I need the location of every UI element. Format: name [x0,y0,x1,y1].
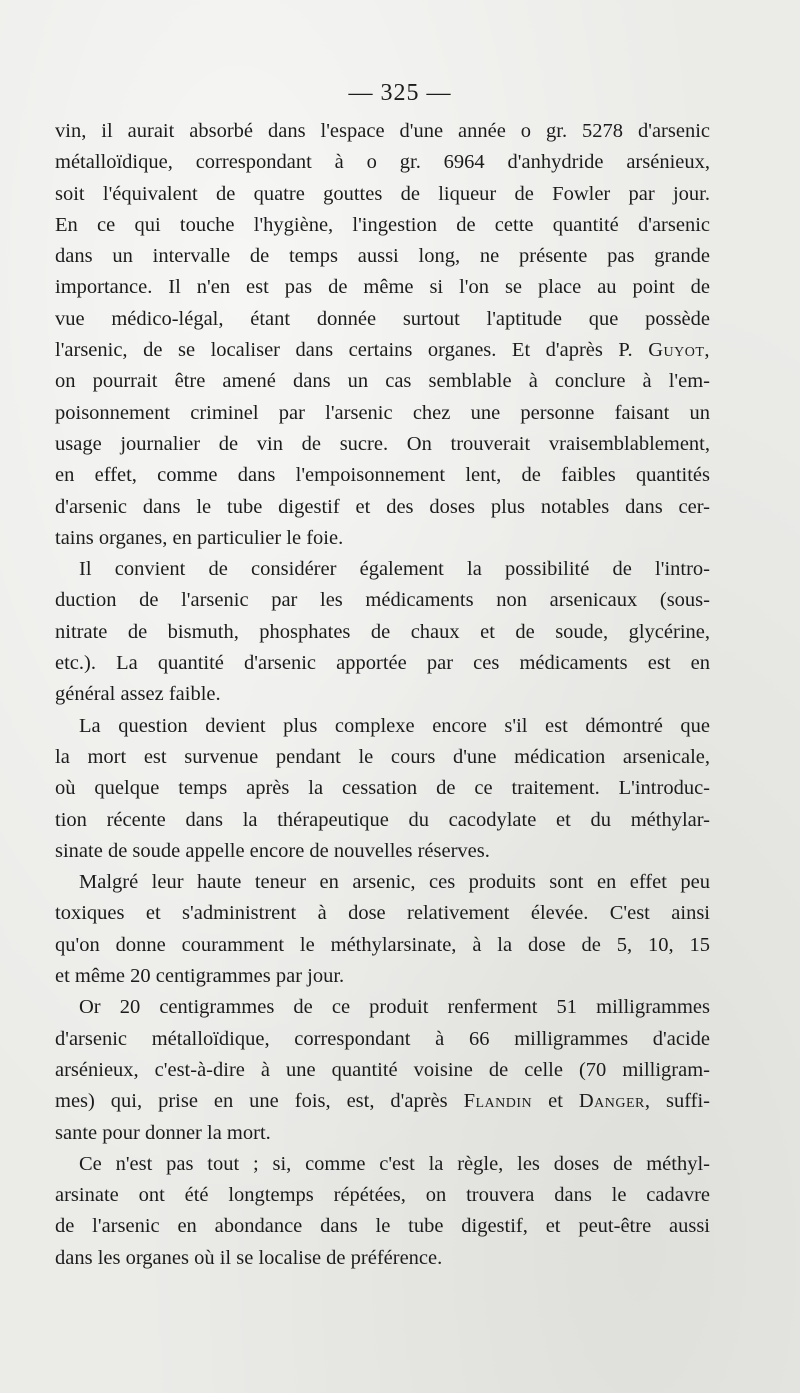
text-segment: mes) qui, prise en une fois, est, d'après [55,1090,464,1113]
paragraph [55,554,710,710]
paragraph [55,867,710,992]
text-line: dans les organes où il se localise de préférence. [55,1246,443,1269]
text-segment: l'arsenic, de se localiser dans certains organes. Et d'après P. [55,339,649,362]
author-name: Guyot, [648,339,710,362]
paragraph [55,116,710,554]
text-line: de l'arsenic en abondance dans le tube digestif, et peut-être aussi [55,1215,710,1238]
text-line: sinate de soude appelle encore de nouvelles réserves. [55,839,490,862]
text-line: La question devient plus complexe encore s'il est démontré que [79,714,710,737]
text-line: toxiques et s'administrent à dose relativement élevée. C'est ainsi [55,902,710,925]
text-line: En ce qui touche l'hygiène, l'ingestion de cette quantité d'arsenic [55,213,710,236]
text-line: vin, il aurait absorbé dans l'espace d'une année o gr. 5278 d'arsenic [55,120,710,142]
text-line: Or 20 centigrammes de ce produit renferment 51 milligrammes [79,996,710,1019]
text-line: la mort est survenue pendant le cours d'une médication arsenicale, [55,745,710,768]
text-line: métalloïdique, correspondant à o gr. 6964 d'anhydride arsénieux, [55,151,710,174]
text-line: tains organes, en particulier le foie. [55,526,344,549]
text-line: qu'on donne couramment le méthylarsinate, à la dose de 5, 10, 15 [55,933,710,956]
text-line: Il convient de considérer également la possibilité de l'intro- [79,558,710,581]
paragraph [55,711,710,867]
text-line: poisonnement criminel par l'arsenic chez une personne faisant un [55,401,710,424]
text-line [55,335,710,366]
text-line: tion récente dans la thérapeutique du cacodylate et du méthylar- [55,808,710,831]
text-line: etc.). La quantité d'arsenic apportée par ces médicaments est en [55,652,710,675]
text-line: et même 20 centigrammes par jour. [55,965,345,988]
author-name: Flandin [463,1090,533,1113]
paragraph [55,1149,710,1274]
text-segment: et [532,1090,579,1113]
text-line: d'arsenic métalloïdique, correspondant à 66 milligrammes d'acide [55,1027,710,1050]
text-line: Malgré leur haute teneur en arsenic, ces produits sont en effet peu [79,871,710,894]
text-line: usage journalier de vin de sucre. On trouverait vraisemblablement, [55,432,710,455]
text-line: arsinate ont été longtemps répétées, on trouvera dans le cadavre [55,1184,710,1207]
text-line: soit l'équivalent de quatre gouttes de liqueur de Fowler par jour. [55,182,710,205]
text-line: général assez faible. [55,683,221,706]
text-line: d'arsenic dans le tube digestif et des doses plus notables dans cer- [55,495,710,518]
text-line: arsénieux, c'est-à-dire à une quantité voisine de celle (70 milligram- [55,1058,710,1081]
text-line: Ce n'est pas tout ; si, comme c'est la règle, les doses de méthyl- [79,1152,710,1175]
text-line: nitrate de bismuth, phosphates de chaux et de soude, glycérine, [55,620,710,643]
text-line: dans un intervalle de temps aussi long, ne présente pas grande [55,245,710,268]
author-name: Danger [578,1090,645,1113]
page-number: — 325 — [348,80,452,106]
text-line: en effet, comme dans l'empoisonnement lent, de faibles quantités [55,464,710,487]
text-line: duction de l'arsenic par les médicaments non arsenicaux (sous- [55,589,710,612]
text-line: vue médico-légal, étant donnée surtout l'aptitude que possède [55,307,710,330]
text-line: on pourrait être amené dans un cas semblable à conclure à l'em- [55,370,710,393]
body-text [55,116,710,1274]
text-line [55,1086,710,1117]
text-line: où quelque temps après la cessation de ce traitement. L'introduc- [55,777,710,800]
text-line: sante pour donner la mort. [55,1121,271,1144]
text-line: importance. Il n'en est pas de même si l'on se place au point de [55,276,710,299]
text-segment: , suffi- [644,1090,711,1113]
paragraph [55,992,710,1148]
